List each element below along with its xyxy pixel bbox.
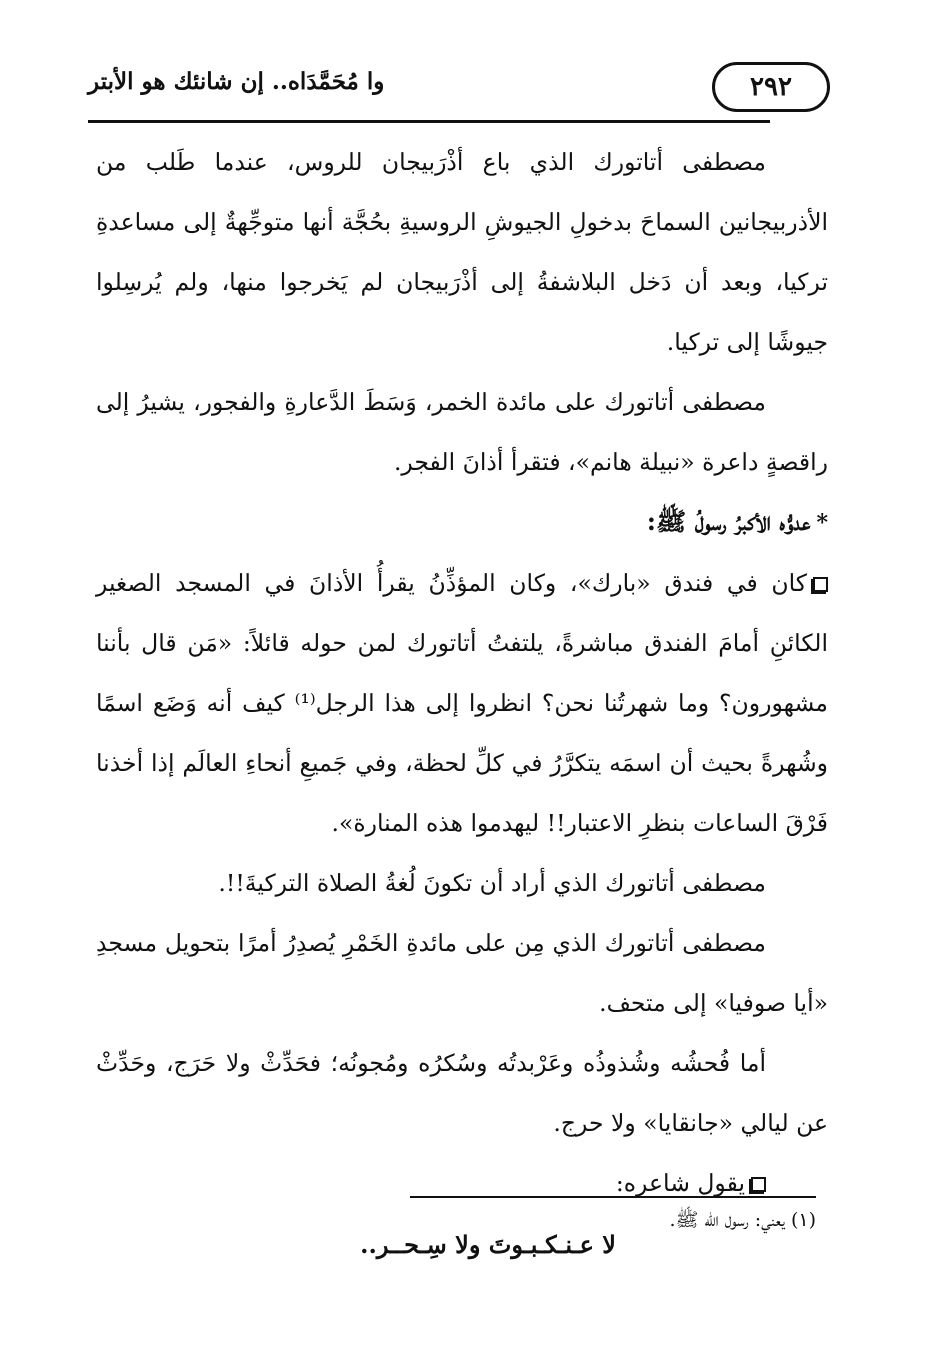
square-bullet-icon [813,577,828,592]
page-number: ٢٩٢ [712,62,830,112]
paragraph-4: مصطفى أتاتورك الذي أراد أن تكونَ لُغةُ الصلاة التركيةَ!!. [218,869,766,897]
section-heading-text: عدوُّه الأكبرُ رسولُ ﷺ: [646,507,811,536]
header-rule [88,120,770,123]
body-text [96,132,828,1277]
section-heading [96,492,828,553]
paragraph-1: مصطفى أتاتورك الذي باع أذْرَبيجان للروس، عندما طَلب من الأذربيجانين السماحَ بدخولِ الجيوشِ الروسيةِ بحُجَّة أنها متوجِّهةٌ إلى مساعدةِ تركيا، وبعد أن دَخل البلاشفةُ إلى أذْرَبيجان لم يَخرجوا منها، ولم يُرسِلوا جيوشًا إلى تركيا. [96,148,828,356]
heading-asterisk: * [816,510,828,536]
running-title: وا مُحَمَّدَاه.. إن شانئك هو الأبتر [88,68,385,95]
footnote: (١) يعني: رسول الله ﷺ. [669,1209,816,1231]
paragraph-3-text: كان في فندق «بارك»، وكان المؤذِّنُ يقرأُ الأذانَ في المسجد الصغير الكائنِ أمامَ الفندق مباشرةً، يلتفتُ أتاتورك لمن حوله قائلاً: «مَن قال بأننا مشهورون؟ وما شهرتُنا نحن؟ انظروا إلى هذا الرجل⁽¹⁾ كيف أنه وَضَع اسمًا وشُهرةً بحيث أن اسمَه يتكرَّرُ في كلِّ لحظة، وفي جَميعِ أنحاءِ العالَم إذا أخذنا فَرْقَ الساعات بنظرِ الاعتبار!! ليهدموا هذه المنارة». [96,569,829,837]
paragraph-7-text: يقول شاعره: [615,1169,745,1197]
poem-verse: لا عـنـكـبـوتَ ولا سِـحــر.. [360,1230,616,1259]
paragraph-2: مصطفى أتاتورك على مائدة الخمر، وَسَطَ الدَّعارةِ والفجور، يشيرُ إلى راقصةٍ داعرة «نبيلة هانم»، فتقرأ أذانَ الفجر. [96,388,828,476]
paragraph-7 [96,1153,828,1213]
paragraph-6: أما فُحشُه وشُذوذُه وعَرْبدتُه وسُكرُه ومُجونُه؛ فحَدِّثْ ولا حَرَج، وحَدِّثْ عن ليالي «جانقايا» ولا حرج. [96,1049,828,1137]
square-bullet-icon [751,1177,766,1192]
paragraph-5: مصطفى أتاتورك الذي مِن على مائدةِ الخَمْرِ يُصدِرُ أمرًا بتحويل مسجدِ «أيا صوفيا» إلى متحف. [96,929,828,1017]
page-header [88,58,830,124]
paragraph-3 [96,553,828,853]
footnote-rule [410,1196,816,1198]
